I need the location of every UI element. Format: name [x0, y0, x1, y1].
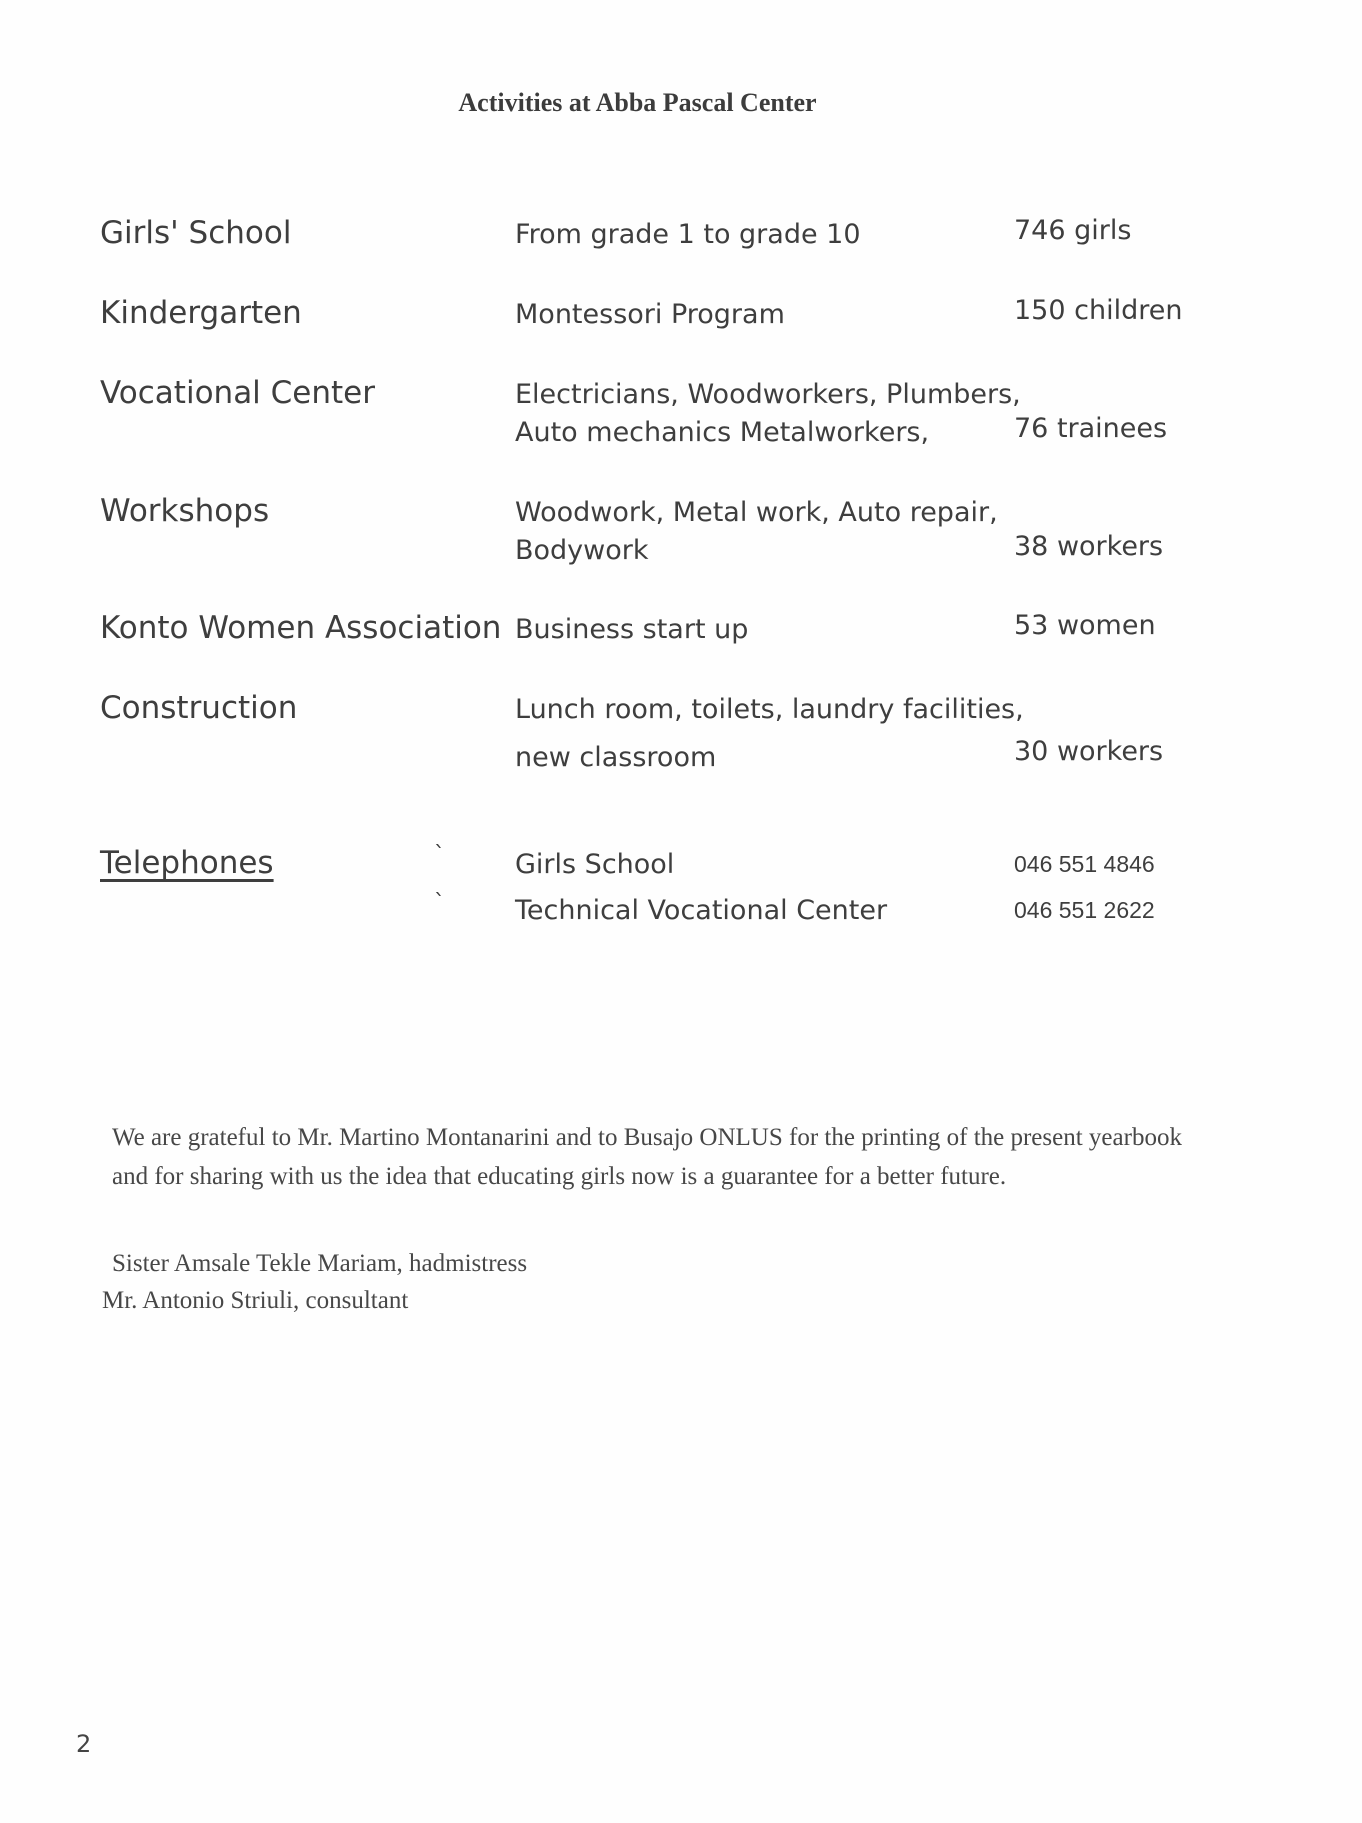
- telephones-heading: Telephones: [100, 845, 274, 881]
- activity-count: 76 trainees: [1014, 413, 1168, 444]
- activity-description-line: new classroom: [515, 742, 717, 773]
- telephone-number: 046 551 2622: [1014, 897, 1155, 923]
- page-title: Activities at Abba Pascal Center: [458, 88, 817, 117]
- list-tick-mark: `: [434, 843, 445, 868]
- activity-count: 38 workers: [1014, 531, 1164, 562]
- activity-name: Workshops: [100, 493, 270, 529]
- telephone-label: Technical Vocational Center: [515, 895, 888, 926]
- signature-line: Sister Amsale Tekle Mariam, hadmistress: [112, 1250, 528, 1277]
- activity-description-line: Montessori Program: [515, 299, 785, 330]
- activity-description-line: Lunch room, toilets, laundry facilities,: [515, 694, 1024, 725]
- activity-count: 53 women: [1014, 610, 1156, 641]
- activity-name: Construction: [100, 690, 298, 726]
- page-number: 2: [76, 1730, 92, 1758]
- telephone-label: Girls School: [515, 849, 675, 880]
- acknowledgement-paragraph: We are grateful to Mr. Martino Montanarini and to Busajo ONLUS for the printing of the present yearbook and for sharing with us the idea that educating girls now is a guarantee for a better future.: [112, 1124, 1182, 1190]
- signature-line: Mr. Antonio Striuli, consultant: [102, 1287, 409, 1314]
- activity-count: 150 children: [1014, 295, 1183, 326]
- activity-description-line: Woodwork, Metal work, Auto repair,: [515, 497, 998, 528]
- activity-description-line: From grade 1 to grade 10: [515, 219, 861, 250]
- activity-description-line: Electricians, Woodworkers, Plumbers,: [515, 379, 1021, 410]
- activity-description-line: Business start up: [515, 614, 749, 645]
- activity-name: Konto Women Association: [100, 610, 502, 646]
- activity-count: 30 workers: [1014, 736, 1164, 767]
- list-tick-mark: `: [434, 891, 445, 916]
- activity-count: 746 girls: [1014, 215, 1132, 246]
- activity-name: Girls' School: [100, 215, 292, 251]
- activity-name: Kindergarten: [100, 295, 302, 331]
- activity-name: Vocational Center: [100, 375, 375, 411]
- telephone-number: 046 551 4846: [1014, 851, 1155, 877]
- activity-description-line: Auto mechanics Metalworkers,: [515, 417, 930, 448]
- activity-description-line: Bodywork: [515, 535, 649, 566]
